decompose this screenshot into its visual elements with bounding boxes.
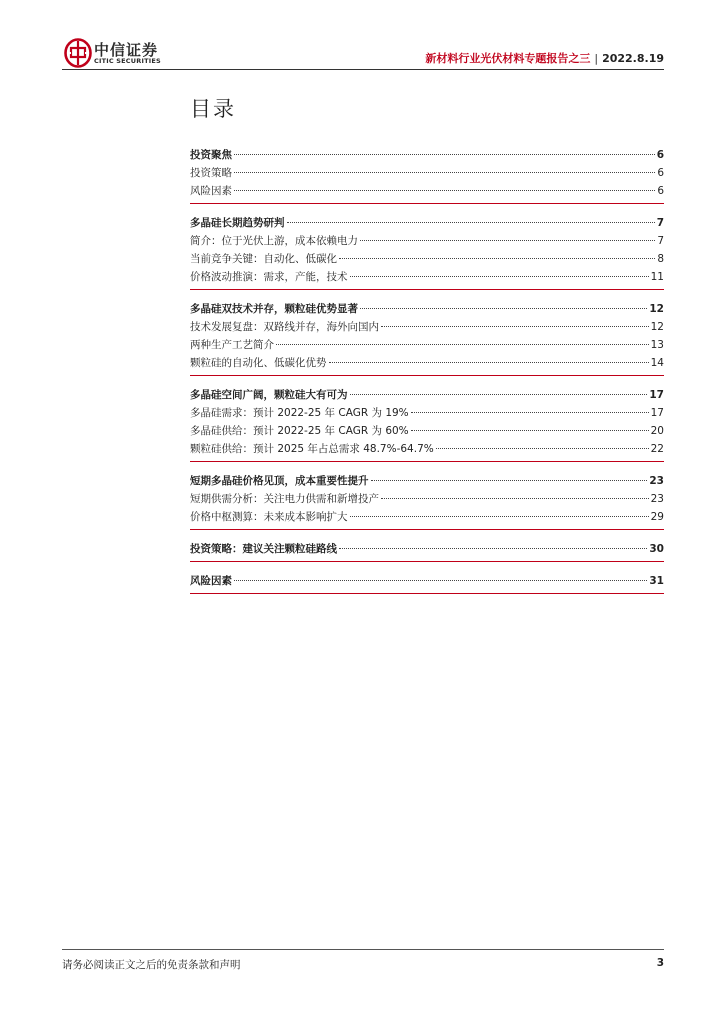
toc-entry[interactable]: [190, 165, 664, 183]
toc-section-heading[interactable]: [190, 147, 664, 165]
toc-entry-page: 6: [657, 185, 664, 197]
toc-entry-page: 13: [650, 339, 664, 351]
toc-section-heading[interactable]: [190, 387, 664, 405]
toc-entry[interactable]: [190, 183, 664, 201]
toc-leader-dots: [339, 548, 647, 549]
toc-section-heading[interactable]: [190, 301, 664, 319]
toc-leader-dots: [411, 412, 649, 413]
header-divider: [62, 69, 664, 70]
logo-text-cn: 中信证券: [94, 41, 159, 59]
toc-leader-dots: [411, 430, 649, 431]
toc-entry-title: 投资策略：建议关注颗粒硅路线: [190, 543, 337, 555]
toc-entry[interactable]: [190, 491, 664, 509]
toc-entry-title: 多晶硅双技术并存，颗粒硅优势显著: [190, 303, 358, 315]
toc-leader-dots: [234, 190, 655, 191]
toc-leader-dots: [276, 344, 649, 345]
toc-section: [190, 147, 664, 204]
toc-entry-page: 23: [650, 493, 664, 505]
toc-leader-dots: [339, 258, 655, 259]
toc-entry-title: 多晶硅供给：预计 2022-25 年 CAGR 为 60%: [190, 425, 409, 437]
toc-entry-page: 6: [657, 167, 664, 179]
toc-entry-title: 多晶硅长期趋势研判: [190, 217, 285, 229]
toc-leader-dots: [381, 498, 649, 499]
toc-entry-title: 风险因素: [190, 575, 232, 587]
page-number: 3: [656, 957, 664, 969]
citic-logo-icon: [64, 38, 92, 68]
toc-entry-page: 31: [649, 575, 664, 587]
toc-section-heading[interactable]: [190, 215, 664, 233]
toc-entry[interactable]: [190, 441, 664, 459]
toc-entry-title: 投资聚焦: [190, 149, 232, 161]
footer-disclaimer: 请务必阅读正文之后的免责条款和声明: [62, 959, 241, 971]
toc-section-heading[interactable]: [190, 473, 664, 491]
toc-entry-page: 29: [650, 511, 664, 523]
toc-entry[interactable]: [190, 509, 664, 527]
toc-entry-title: 简介：位于光伏上游，成本依赖电力: [190, 235, 358, 247]
toc-entry-title: 短期多晶硅价格见顶，成本重要性提升: [190, 475, 369, 487]
toc-entry-title: 颗粒硅供给：预计 2025 年占总需求 48.7%-64.7%: [190, 443, 434, 455]
toc-leader-dots: [436, 448, 649, 449]
toc-entry[interactable]: [190, 355, 664, 373]
page-title: 目录: [190, 97, 236, 121]
toc-entry-title: 投资策略: [190, 167, 232, 179]
table-of-contents: [190, 147, 664, 605]
toc-entry-title: 两种生产工艺简介: [190, 339, 274, 351]
toc-entry-page: 12: [650, 321, 664, 333]
toc-entry[interactable]: [190, 319, 664, 337]
toc-leader-dots: [350, 394, 648, 395]
toc-leader-dots: [371, 480, 648, 481]
toc-entry-title: 价格中枢测算：未来成本影响扩大: [190, 511, 348, 523]
toc-entry-page: 12: [649, 303, 664, 315]
toc-entry-title: 当前竞争关键：自动化、低碳化: [190, 253, 337, 265]
citic-logo: [62, 36, 182, 70]
toc-leader-dots: [350, 276, 649, 277]
toc-entry-page: 7: [656, 217, 664, 229]
toc-section-heading[interactable]: [190, 541, 664, 559]
toc-leader-dots: [329, 362, 649, 363]
toc-section-heading[interactable]: [190, 573, 664, 591]
toc-entry-page: 8: [657, 253, 664, 265]
toc-entry-title: 价格波动推演：需求，产能，技术: [190, 271, 348, 283]
toc-leader-dots: [350, 516, 649, 517]
header-separator: |: [594, 52, 599, 65]
toc-entry-page: 6: [656, 149, 664, 161]
toc-entry-page: 14: [650, 357, 664, 369]
toc-entry[interactable]: [190, 251, 664, 269]
toc-entry[interactable]: [190, 423, 664, 441]
toc-entry-title: 风险因素: [190, 185, 232, 197]
header-report-info: [425, 50, 664, 66]
toc-entry[interactable]: [190, 233, 664, 251]
toc-section: [190, 301, 664, 376]
toc-entry-page: 30: [649, 543, 664, 555]
footer-divider: [62, 949, 664, 950]
toc-entry-page: 23: [649, 475, 664, 487]
toc-section: [190, 473, 664, 530]
page-header: [62, 36, 664, 70]
toc-section: [190, 573, 664, 594]
toc-leader-dots: [360, 308, 647, 309]
toc-entry-page: 17: [649, 389, 664, 401]
toc-leader-dots: [234, 172, 655, 173]
toc-entry-page: 22: [650, 443, 664, 455]
toc-section: [190, 215, 664, 290]
toc-entry-page: 11: [650, 271, 664, 283]
toc-leader-dots: [234, 154, 655, 155]
report-title: 新材料行业光伏材料专题报告之三: [425, 52, 591, 65]
toc-entry[interactable]: [190, 269, 664, 287]
toc-entry-title: 多晶硅空间广阔，颗粒硅大有可为: [190, 389, 348, 401]
toc-leader-dots: [381, 326, 649, 327]
toc-section: [190, 387, 664, 462]
toc-entry[interactable]: [190, 337, 664, 355]
report-date: 2022.8.19: [602, 52, 664, 65]
toc-entry-title: 多晶硅需求：预计 2022-25 年 CAGR 为 19%: [190, 407, 409, 419]
toc-leader-dots: [360, 240, 655, 241]
toc-leader-dots: [287, 222, 655, 223]
toc-leader-dots: [234, 580, 647, 581]
toc-entry-page: 17: [650, 407, 664, 419]
toc-entry-title: 短期供需分析：关注电力供需和新增投产: [190, 493, 379, 505]
toc-entry[interactable]: [190, 405, 664, 423]
toc-section: [190, 541, 664, 562]
toc-entry-title: 技术发展复盘：双路线并存，海外向国内: [190, 321, 379, 333]
toc-entry-title: 颗粒硅的自动化、低碳化优势: [190, 357, 327, 369]
toc-entry-page: 7: [657, 235, 664, 247]
toc-entry-page: 20: [650, 425, 664, 437]
logo-text-en: CITIC SECURITIES: [94, 57, 161, 65]
